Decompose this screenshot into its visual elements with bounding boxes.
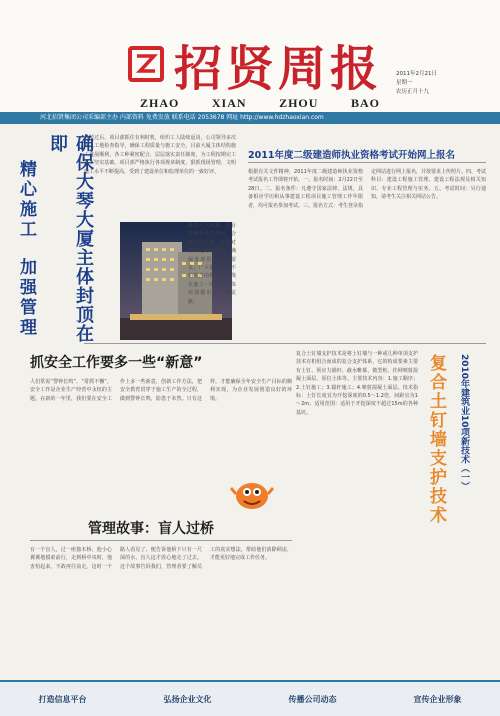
info-bar: 河北招贤集团公司采编部主办 内部资料 免费发放 联系电话 2053678 网址 http://www.hdzhaoxian.com <box>0 112 500 124</box>
mascot-illustration <box>230 474 274 514</box>
footer-slogan-3: 传播公司动态 <box>288 694 337 704</box>
notice-divider <box>248 162 486 163</box>
safety-body: 人们常说“警钟长鸣”、“常抓不懈”，安全工作是企业生产经营中永恒的主题。在新的一年里，我们要在安全工作上多一些新意，创新工作方法，把安全教育贯穿于施工生产的全过程，做到警钟长鸣，防患于未然。只有这样，才能确保全年安全生产目标的顺利实现，为企业发展创造良好的环境。 <box>30 379 292 402</box>
newspaper-title: 招贤周报 <box>174 41 383 97</box>
pinyin-2: XIAN <box>211 96 247 110</box>
lead-subhead: 精心施工 加强管理 <box>16 160 36 338</box>
issue-date: 2011年2月21日 <box>396 71 437 77</box>
pinyin-3: ZHOU <box>279 96 319 110</box>
section-divider <box>84 343 486 344</box>
safety-headline: 抓安全工作要多一些“新意” <box>30 355 203 371</box>
footer-slogan-2: 弘扬企业文化 <box>163 694 212 704</box>
footer-slogan-4: 宣传企业形象 <box>413 694 462 704</box>
pinyin-1: ZHAO <box>140 96 180 110</box>
footer-bar <box>0 680 500 716</box>
story-headline: 管理故事：盲人过桥 <box>88 521 214 537</box>
footer-slogan-1: 打造信息平台 <box>38 694 87 704</box>
title-pinyin <box>140 96 380 111</box>
issue-weekday: 星期一 <box>396 80 413 86</box>
story-body: 有一个盲人，过一座独木桥，他小心翼翼地摸索前行，走到桥中央时，他害怕起来，不敢再往前走。这时一个路人看见了，便告诉他桥下只有一尺深的水，盲人这才放心地走了过去。这个故事告诉我们，管理者要了解员工的真实想法，帮助他们消除顾虑，才能更好地完成工作任务。 <box>30 547 292 570</box>
notice-headline: 2011年度二级建造师执业资格考试开始网上报名 <box>248 150 455 161</box>
issue-info <box>396 70 466 97</box>
tech-vertical-title: 复合土钉墙支护技术 <box>426 354 446 525</box>
issue-lunar: 农历正月十九 <box>396 89 430 95</box>
masthead <box>0 0 500 112</box>
tech-vertical-sub: 2010年建筑业10项新技术（一） <box>459 354 469 491</box>
pinyin-4: BAO <box>350 96 380 110</box>
logo-icon <box>128 46 164 82</box>
story-divider <box>30 540 292 541</box>
lead-body-side: 随着天气转暖，项目部调整作息时间，合理安排工序，加强对材料进场的检验，确保各项指标符合要求。广大职工发扬不怕吃苦的精神，奋战在施工一线，为主体封顶做出了积极贡献。 <box>188 223 236 305</box>
lead-body-top: 春节过后，项目部抓住有利时机，组织工人陆续返岗，公司领导多次深入工地检查指导，确保工程质量与施工安全。目前大厦主体结构施工进展顺利，各工种紧密配合，层层落实责任制度，为工程按期完工打下坚实基础。项目部严格执行各项规章制度，狠抓现场管理，文明施工水平不断提高，受到了建设单位和监理单位的一致好评。 <box>84 135 236 175</box>
notice-body: 根据有关文件精神，2011年度二级建造师执业资格考试报名工作即将开始。一、报名时间：2月22日至28日。二、报名条件：凡遵守国家法律、法规，具备相应学历和从事建设工程项目施工管理工作年限者，均可报名参加考试。三、报名方式：考生登录指定网站进行网上报名，并按要求上传照片。四、考试科目：建设工程施工管理、建设工程法规及相关知识、专业工程管理与实务。五、考试时间：另行通知，请考生关注相关网站公告。 <box>248 169 486 209</box>
tech-body: 复合土钉墙支护技术是将土钉墙与一种或几种单项支护技术有机组合而成的复合支护体系，它的构成要素主要有土钉、预应力锚杆、截水帷幕、微型桩、挂网喷射混凝土面层、原位土体等。主要技术内容：1.施工顺序；2.土钉施工；3.锚杆施工；4.喷射混凝土面层。技术指标：土钉长度宜为开挖深度的0.5～1.2倍，间距宜为1～2m。适用范围：适用于开挖深度不超过15m的各种基坑。 <box>296 351 418 416</box>
lead-headline: 确保大琴大厦主体封顶在即 <box>47 134 94 343</box>
